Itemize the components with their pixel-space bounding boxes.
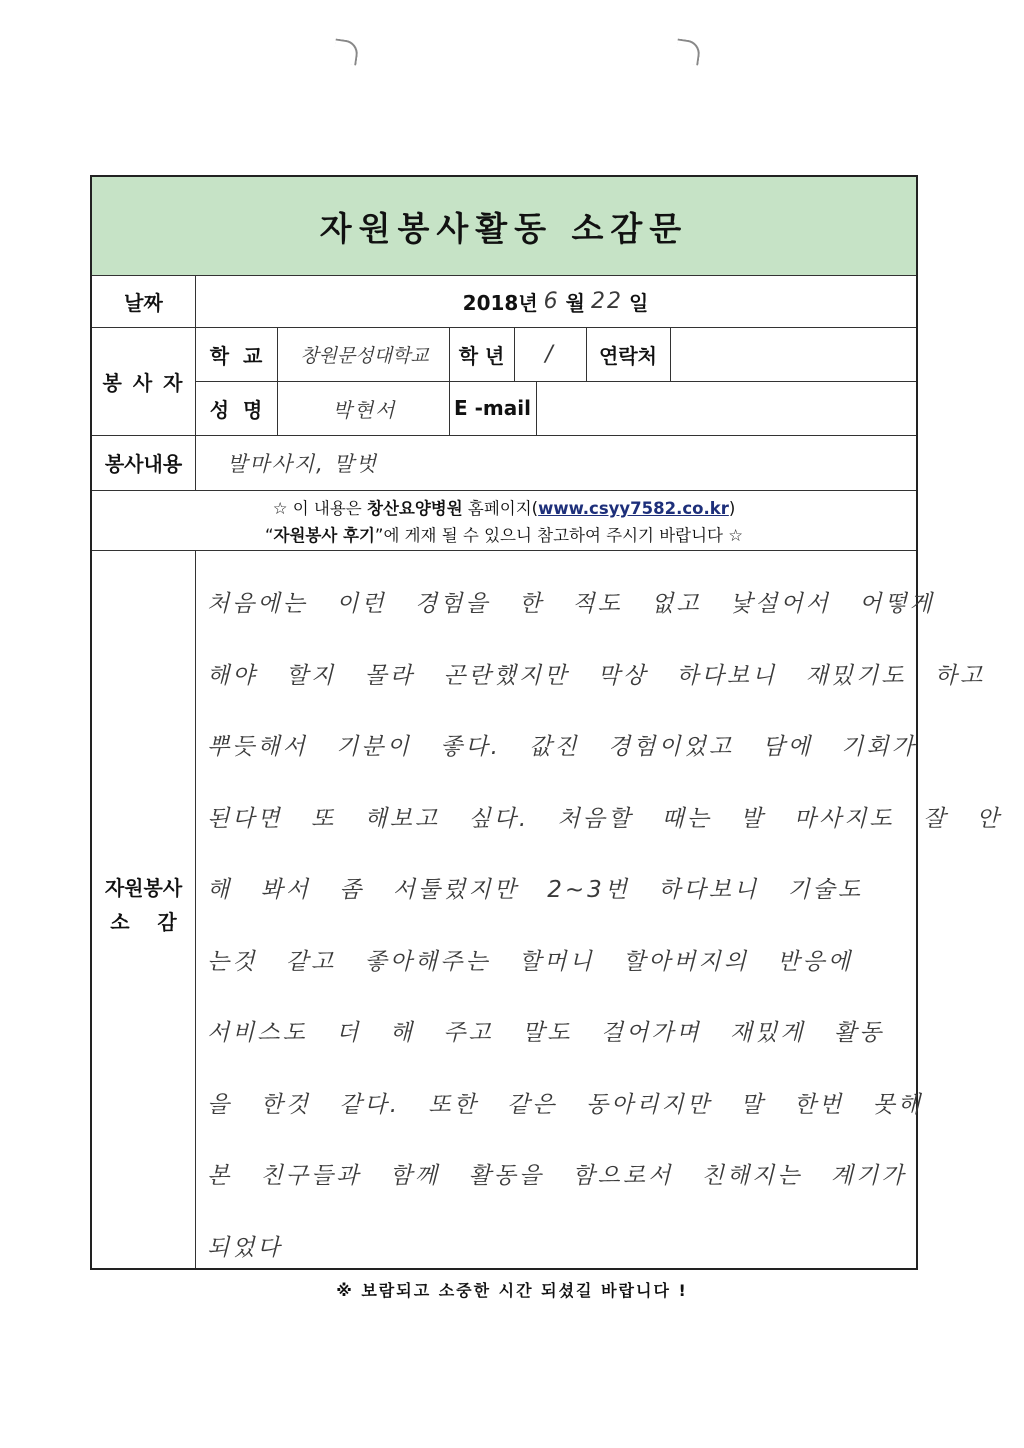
email-value — [536, 381, 916, 435]
name-value: 박현서 — [332, 397, 397, 422]
essay-line: 해야 할지 몰라 곤란했지만 막상 하다보니 재밌기도 하고 — [207, 662, 986, 689]
star-icon: ☆ — [728, 526, 744, 545]
form-title: 자원봉사활동 소감문 — [319, 208, 689, 248]
title-band — [92, 177, 916, 275]
email-label: E -mail — [454, 396, 531, 420]
school-value: 창원문성대학교 — [300, 344, 429, 367]
school-label: 학 교 — [209, 343, 263, 368]
footer-message: ※ 보람되고 소중한 시간 되셨길 바랍니다 ! — [336, 1281, 688, 1300]
notice — [92, 493, 916, 551]
contact-label: 연락처 — [599, 343, 657, 368]
volunteer-form — [90, 175, 1002, 1270]
essay-line: 본 친구들과 함께 활동을 함으로서 친해지는 계기가 — [207, 1163, 907, 1189]
date-label: 날짜 — [124, 290, 163, 315]
review-term: 자원봉사 후기 — [273, 526, 375, 545]
star-icon: ☆ — [272, 499, 288, 518]
notice-line-2: “자원봉사 후기”에 게재 될 수 있으니 참고하여 주시기 바랍니다 ☆ — [264, 526, 744, 545]
date-month-value: 6 — [543, 288, 560, 314]
grade-label: 학 년 — [458, 343, 505, 368]
essay-line: 되었다 — [207, 1234, 283, 1261]
contact-value — [670, 327, 916, 381]
essay-line: 해 봐서 좀 서툴렀지만 2~3번 하다보니 기술도 — [207, 877, 864, 903]
content-value: 발마사지, 말벗 — [227, 451, 379, 476]
name-label: 성 명 — [209, 397, 263, 422]
essay-line: 을 한것 같다. 또한 같은 동아리지만 말 한번 못해 — [207, 1091, 923, 1118]
content-label: 봉사내용 — [104, 452, 183, 476]
date-field — [195, 275, 916, 327]
date-month-unit: 월 — [565, 290, 585, 315]
essay-line: 된다면 또 해보고 싶다. 처음할 때는 발 마사지도 잘 안 — [207, 805, 1002, 832]
date-day-unit: 일 — [628, 290, 649, 315]
hole-punch-mark-right — [674, 38, 701, 65]
notice-line-1: ☆ 이 내용은 창산요양병원 홈페이지(www.csyy7582.co.kr) — [272, 499, 736, 518]
impression-label: 자원봉사 소 감 — [104, 876, 183, 934]
hole-punch-mark-left — [332, 38, 359, 65]
essay-line: 뿌듯해서 기분이 좋다. 값진 경험이었고 담에 기회가 — [207, 734, 917, 760]
essay-line: 는것 같고 좋아해주는 할머니 할아버지의 반응에 — [207, 948, 853, 975]
date-year: 2018년 — [462, 290, 538, 315]
hospital-name: 창산요양병원 — [367, 499, 463, 518]
essay-line: 처음에는 이런 경험을 한 적도 없고 낯설어서 어떻게 — [207, 591, 935, 617]
volunteer-label: 봉 사 자 — [102, 370, 185, 395]
homepage-link[interactable]: www.csyy7582.co.kr — [538, 499, 729, 518]
date-day-value: 22 — [590, 288, 623, 314]
essay-line: 서비스도 더 해 주고 말도 걸어가며 재밌게 활동 — [207, 1020, 885, 1046]
impression-essay — [207, 569, 1002, 1284]
grade-value: / — [545, 341, 555, 367]
